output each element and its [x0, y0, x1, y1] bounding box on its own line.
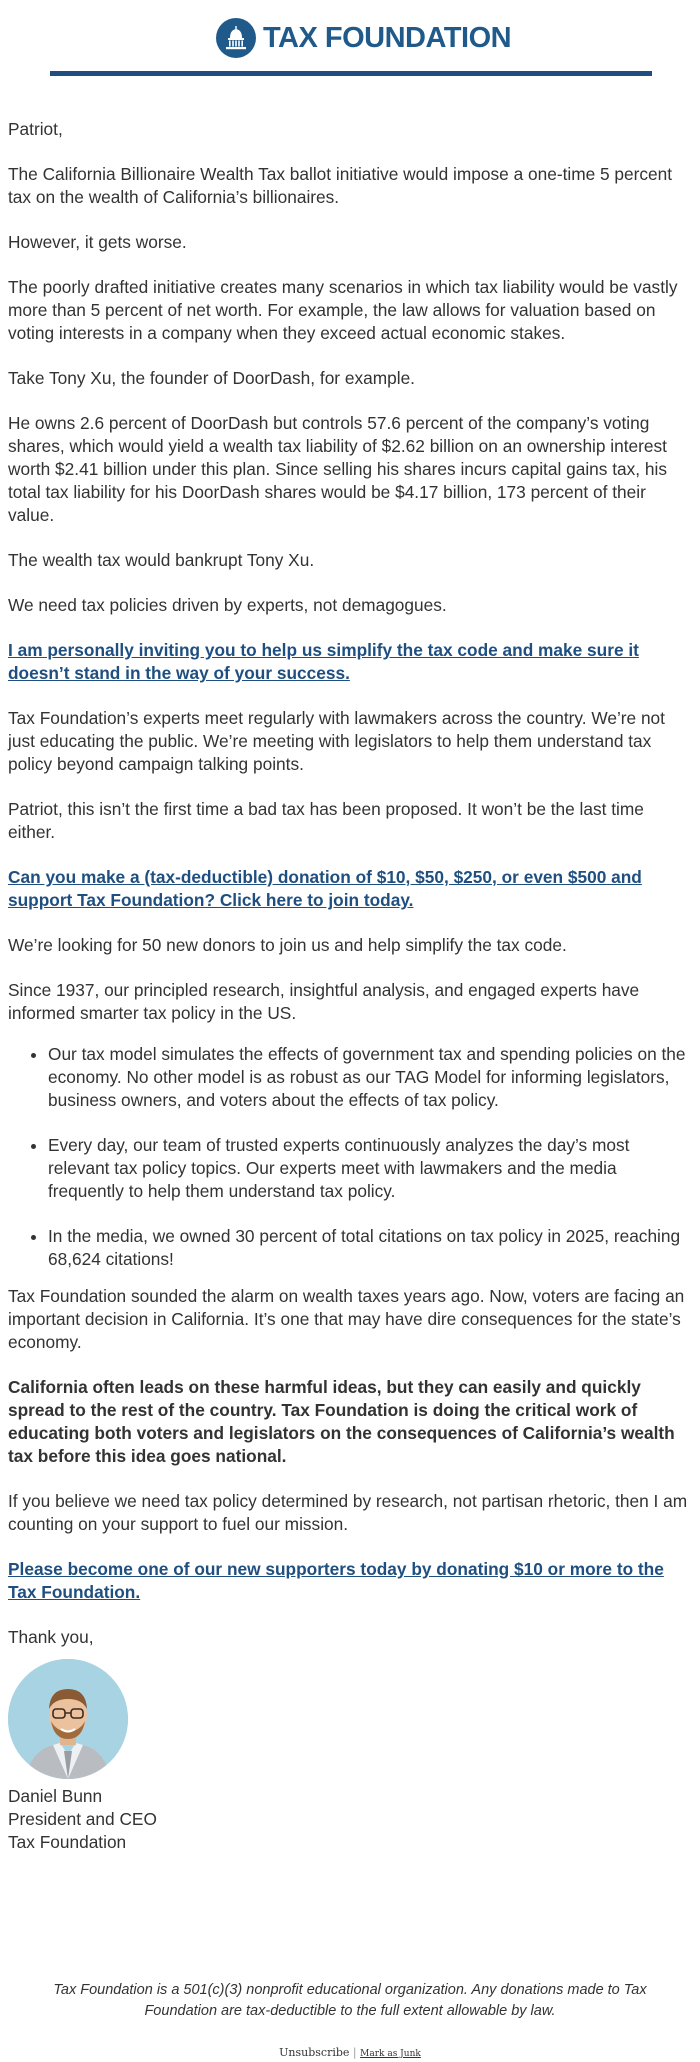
paragraph-10: We’re looking for 50 new donors to join us and help simplify the tax code.	[8, 935, 567, 955]
list-item: • Every day, our team of trusted experts continuously analyzes the day’s most relevant tax policy topics. Our experts meet with lawmakers and the media frequently to help them understand tax policy.	[48, 1134, 692, 1203]
achievements-list	[8, 1043, 692, 1271]
link-separator: |	[352, 2046, 357, 2059]
footer-disclaimer: Tax Foundation is a 501(c)(3) nonprofit educational organization. Any donations made to Tax Foundation are tax-deductible to the full extent allowable by law.	[53, 1982, 647, 2019]
paragraph-1: The California Billionaire Wealth Tax ballot initiative would impose a one-time 5 percent tax on the wealth of California’s billionaires.	[8, 164, 673, 207]
unsubscribe-bar	[0, 2046, 700, 2059]
list-item: • In the media, we owned 30 percent of total citations on tax policy in 2025, reaching 68,624 citations!	[48, 1225, 692, 1271]
signature-block	[8, 1785, 692, 1854]
paragraph-4: Take Tony Xu, the founder of DoorDash, for example.	[8, 368, 415, 388]
unsubscribe-link[interactable]: Unsubscribe	[279, 2046, 350, 2059]
paragraph-12: Tax Foundation sounded the alarm on wealth taxes years ago. Now, voters are facing an important decision in California. It’s one that may have dire consequences for the state’s economy.	[8, 1286, 685, 1352]
paragraph-11: Since 1937, our principled research, insightful analysis, and engaged experts have informed smarter tax policy in the US.	[8, 980, 640, 1023]
signer-name: Daniel Bunn	[8, 1786, 103, 1806]
paragraph-8: Tax Foundation’s experts meet regularly with lawmakers across the country. We’re not just educating the public. We’re meeting with legislators to help them understand tax policy beyond campaign talking points.	[8, 708, 665, 774]
paragraph-13	[8, 1376, 692, 1468]
paragraph-9: Patriot, this isn’t the first time a bad tax has been proposed. It won’t be the last time either.	[8, 799, 644, 842]
signer-title: President and CEO	[8, 1809, 157, 1829]
header-divider	[50, 71, 652, 76]
list-item: • Our tax model simulates the effects of government tax and spending policies on the economy. No other model is as robust as our TAG Model for informing legislators, business owners, and voters about the effects of tax policy.	[48, 1043, 692, 1112]
bold-statement: California often leads on these harmful ideas, but they can easily and quickly spread to the rest of the country. Tax Foundation is doing the critical work of educating both voters and legislators on the consequences of California’s wealth tax before this idea goes national.	[8, 1377, 675, 1466]
cta-paragraph-1	[8, 639, 692, 685]
portrait-image	[8, 1659, 128, 1779]
paragraph-5: He owns 2.6 percent of DoorDash but controls 57.6 percent of the company’s voting shares, which would yield a wealth tax liability of $2.62 billion on an ownership interest worth $2.41 billion under this plan. Since selling his shares incurs capital gains tax, his total tax liability for his DoorDash shares would be $4.17 billion, 173 percent of their value.	[8, 413, 667, 525]
paragraph-14: If you believe we need tax policy determined by research, not partisan rhetoric, then I am counting on your support to fuel our mission.	[8, 1491, 688, 1534]
paragraph-3: The poorly drafted initiative creates many scenarios in which tax liability would be vastly more than 5 percent of net worth. For example, the law allows for valuation based on voting interests in a company when they exceed actual economic stakes.	[8, 277, 678, 343]
paragraph-2: However, it gets worse.	[8, 232, 187, 252]
invite-link[interactable]: I am personally inviting you to help us simplify the tax code and make sure it doesn’t stand in the way of your success.	[8, 640, 639, 683]
email-header	[0, 0, 700, 82]
avatar	[8, 1659, 128, 1779]
paragraph-7: We need tax policies driven by experts, not demagogues.	[8, 595, 447, 615]
capitol-dome-icon	[216, 18, 256, 58]
mark-as-junk-link[interactable]: Mark as Junk	[360, 2049, 421, 2059]
greeting: Patriot,	[8, 119, 63, 139]
tax-foundation-logo[interactable]	[216, 18, 511, 58]
closing: Thank you,	[8, 1627, 94, 1647]
donate-link[interactable]: Can you make a (tax-deductible) donation of $10, $50, $250, or even $500 and support Tax Foundation? Click here to join today.	[8, 867, 642, 910]
cta-paragraph-2	[8, 866, 692, 912]
cta-paragraph-3	[8, 1558, 692, 1604]
email-body	[0, 82, 700, 1854]
signer-org: Tax Foundation	[8, 1832, 127, 1852]
logo-text: TAX FOUNDATION	[263, 22, 512, 54]
supporter-link[interactable]: Please become one of our new supporters today by donating $10 or more to the Tax Foundation.	[8, 1559, 664, 1602]
paragraph-6: The wealth tax would bankrupt Tony Xu.	[8, 550, 315, 570]
